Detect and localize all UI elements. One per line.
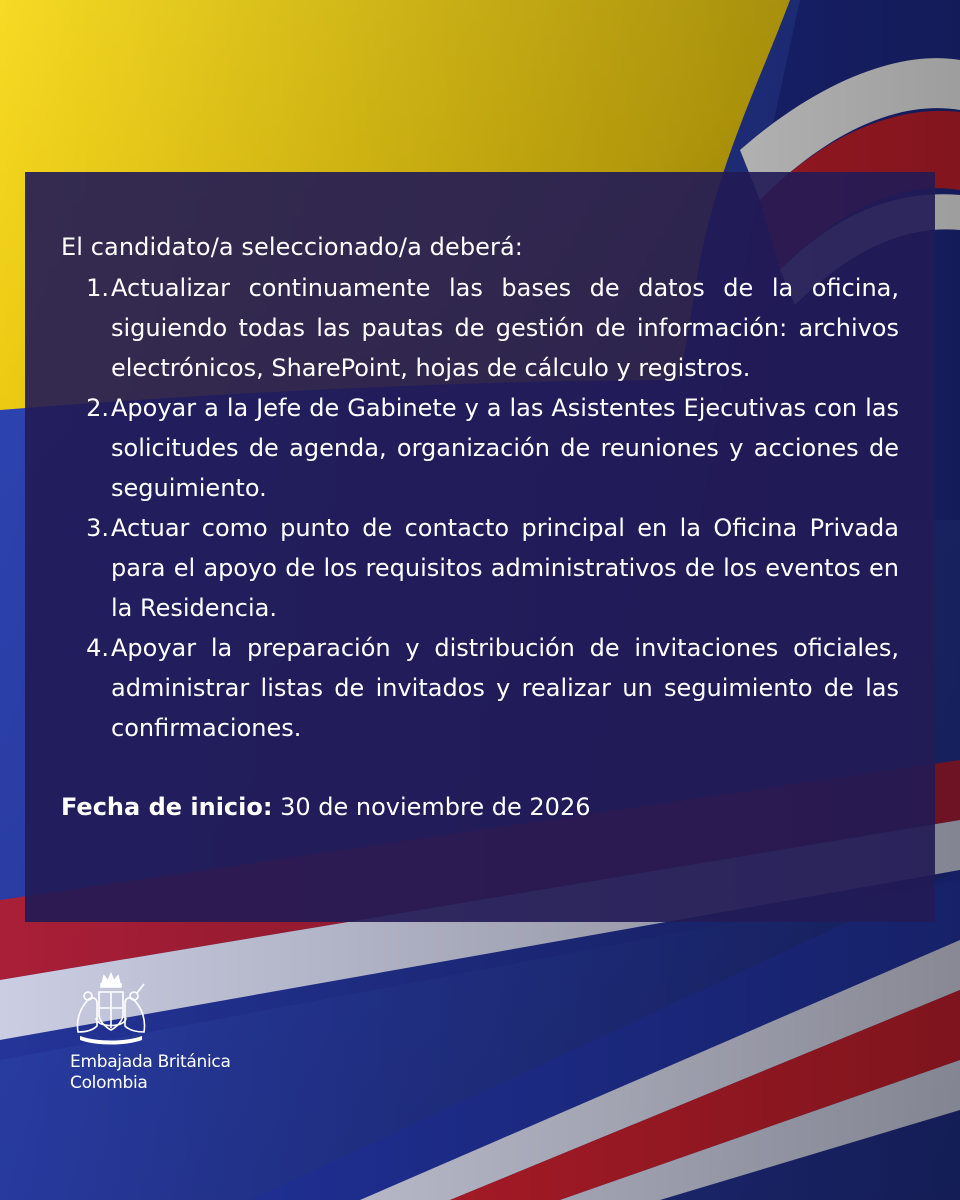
duties-list (61, 268, 899, 748)
list-item (61, 388, 899, 508)
list-item (61, 628, 899, 748)
list-item (61, 508, 899, 628)
list-number: 2. (86, 394, 109, 422)
start-date (61, 787, 899, 827)
embassy-name (70, 1052, 231, 1094)
content-panel (25, 172, 935, 922)
intro-text: El candidato/a seleccionado/a deberá: (61, 233, 523, 261)
list-text: Actualizar continuamente las bases de datos de la oficina, siguiendo todas las pautas de gestión de información: archivos electrónicos, SharePoint, hojas de cálculo y registros. (111, 274, 899, 382)
list-number: 3. (86, 514, 109, 542)
embassy-logo (58, 970, 231, 1094)
start-date-value: 30 de noviembre de 2026 (280, 793, 591, 821)
list-item (61, 268, 899, 388)
list-text: Actuar como punto de contacto principal en la Oficina Privada para el apoyo de los requisitos administrativos de los eventos en la Residencia. (111, 514, 899, 622)
list-text: Apoyar la preparación y distribución de invitaciones oficiales, administrar listas de invitados y realizar un seguimiento de las confirmaciones. (111, 634, 899, 742)
list-number: 4. (86, 634, 109, 662)
embassy-name-line2: Colombia (70, 1073, 148, 1093)
royal-coat-of-arms-icon (66, 970, 156, 1046)
embassy-name-line1: Embajada Británica (70, 1052, 231, 1072)
list-number: 1. (86, 274, 109, 302)
list-text: Apoyar a la Jefe de Gabinete y a las Asistentes Ejecutivas con las solicitudes de agenda, organización de reuniones y acciones de seguimiento. (111, 394, 899, 502)
start-date-label: Fecha de inicio: (61, 793, 273, 821)
